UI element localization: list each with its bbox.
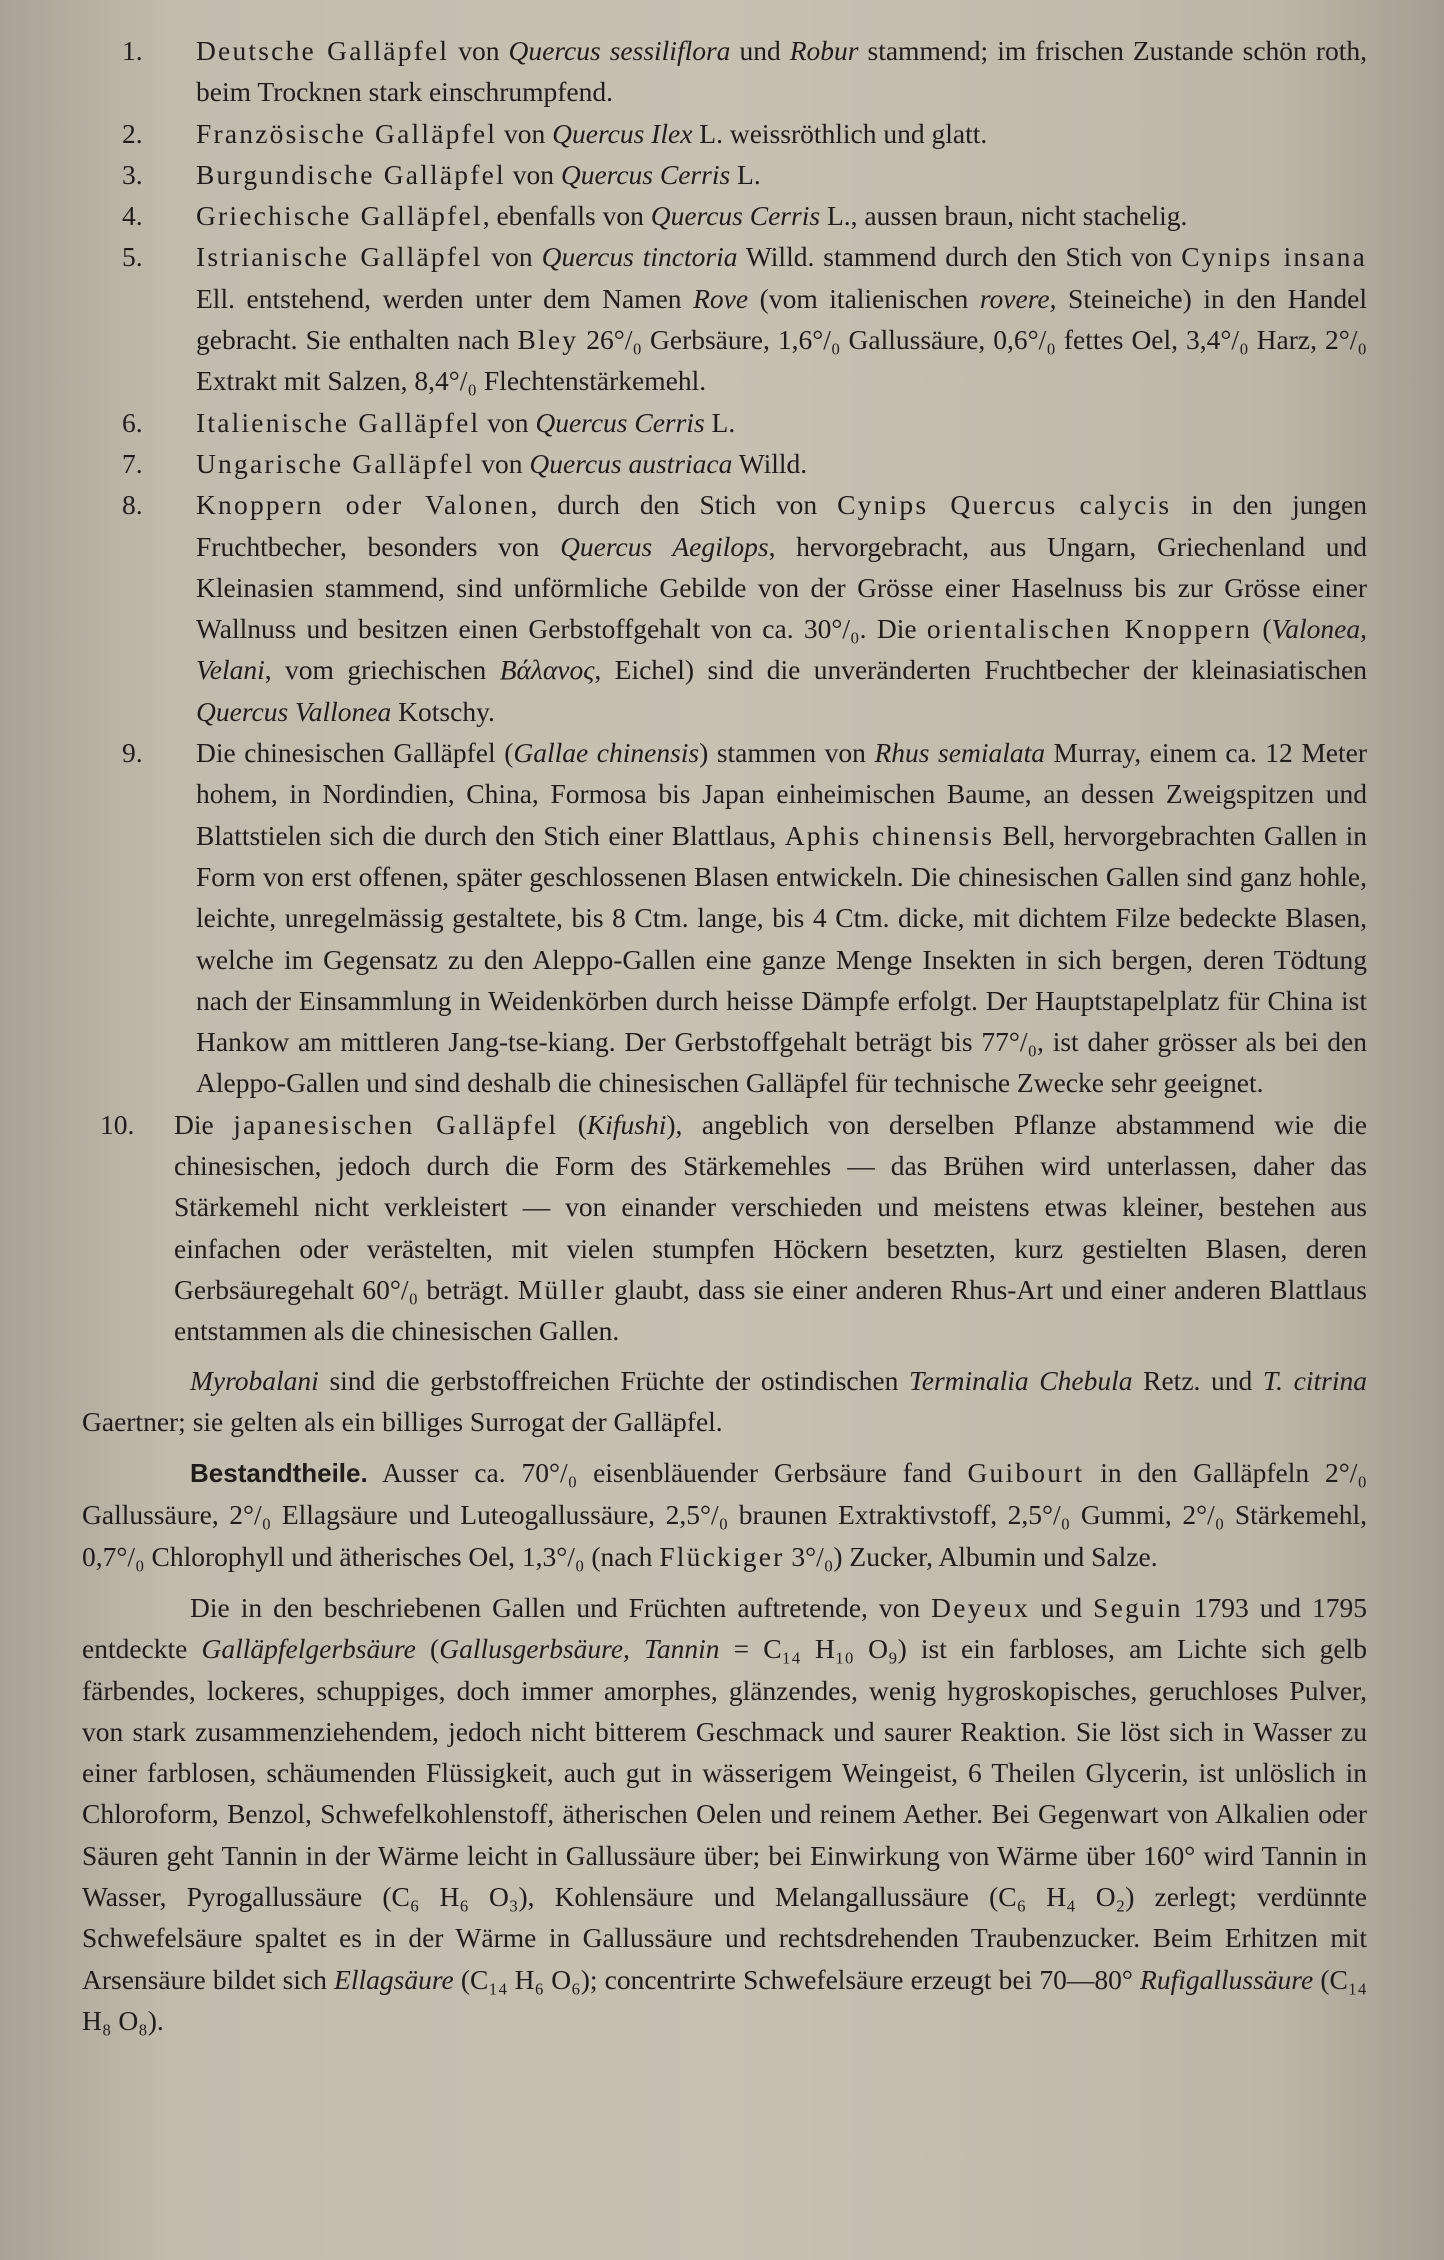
italic-term: Kifushi <box>586 1108 667 1140</box>
text-run: von <box>449 35 509 66</box>
section-heading: Bestandtheile. <box>190 1458 368 1489</box>
text-run: von <box>497 117 553 149</box>
text-run: und <box>730 35 790 66</box>
text-run: , vom griechischen <box>264 654 500 686</box>
page-content <box>82 30 1367 2041</box>
text-run: 26°/₀ Gerbsäure, 1,6°/₀ Gallussäure, 0,6°/₀ fettes Oel, 3,4°/₀ Harz, 2°/₀ Extrakt mit Salzen, 8,4°/₀ Flechtenstärkemehl. <box>196 324 1367 397</box>
text-run: , <box>1360 613 1367 645</box>
text-run: , durch den Stich von <box>530 489 838 521</box>
text-run: Willd. <box>732 447 808 479</box>
italic-term: Βάλανος <box>499 654 595 686</box>
text-run: sind die gerbstoffreichen Früchte der ostindischen <box>318 1364 909 1396</box>
text-run: in den Galläpfeln 2°/₀ Gallussäure, 2°/₀ Ellagsäure und Luteogallussäure, 2,5°/₀ braunen Extraktivstoff, 2,5°/₀ Gummi, 2°/₀ Stärkemehl, 0,7°/₀ Chlorophyll und ätherisches Oel, 1,3°/₀ (nach <box>82 1457 1367 1572</box>
italic-term: Quercus Vallonea <box>196 695 392 727</box>
text-run: 1793 und 1795 entdeckte <box>82 1591 1367 1665</box>
body-paragraphs <box>82 1360 1367 2042</box>
text-run: in den jungen Fruchtbecher, besonders von <box>196 489 1367 562</box>
italic-term: Terminalia Chebula <box>908 1364 1133 1396</box>
italic-term: Quercus Cerris <box>535 406 705 438</box>
italic-term: Quercus austriaca <box>529 447 733 479</box>
italic-term: Galläpfelgerbsäure <box>201 1633 416 1665</box>
item-number: 9. <box>122 737 143 769</box>
spaced-term: Deutsche Galläpfel <box>196 35 450 66</box>
text-run: von <box>505 158 561 190</box>
italic-term: T. citrina <box>1262 1364 1367 1396</box>
spaced-term: Knoppern oder Valonen <box>196 489 531 521</box>
list-item <box>82 1104 1367 1352</box>
text-run: = C₁₄ H₁₀ O₉) ist ein farbloses, am Lichte sich gelb färbendes, lockeres, schuppiges, doch immer amorphes, glänzendes, wenig hygroskopisches, geruchloses Pulver, von stark zusammenziehendem, jedoch nicht bitterem Geschmack und saurer Reaktion. Sie löst sich in Wasser zu einer farblosen, schäumenden Flüssigkeit, auch gut in wässerigem Weingeist, 6 Theilen Glycerin, ist unlöslich in Chloroform, Benzol, Schwefelkohlenstoff, ätherischen Oelen und reinem Aether. Bei Gegenwart von Alkalien oder Säuren geht Tannin in der Wärme leicht in Gallussäure über; bei Einwirkung von Wärme über 160° wird Tannin in Wasser, Pyrogallussäure (C₆ H₆ O₃), Kohlensäure und Melangallussäure (C₆ H₄ O₂) zerlegt; verdünnte Schwefelsäure spaltet es in der Wärme in Gallussäure und rechtsdrehenden Traubenzucker. Beim Erhitzen mit Arsensäure bildet sich <box>82 1633 1368 1995</box>
text-run: Die in den beschriebenen Gallen und Früchten auftretende, von <box>190 1591 932 1623</box>
item-number: 5. <box>122 241 143 273</box>
item-text <box>196 402 1367 443</box>
paragraph <box>82 1360 1367 1443</box>
gall-types-list <box>82 30 1367 1352</box>
item-text <box>174 1104 1367 1352</box>
text-run: (C₁₄ H₆ O₆); concentrirte Schwefelsäure erzeugt bei 70—80° <box>453 1963 1141 1995</box>
item-text <box>196 154 1367 195</box>
text-run: Retz. und <box>1132 1364 1263 1396</box>
text-run: und <box>1029 1591 1094 1623</box>
list-item <box>82 30 1367 113</box>
item-text <box>196 236 1367 401</box>
text-run: (C₁₄ H₈ O₈). <box>82 1963 1367 2036</box>
italic-term: Ellagsäure <box>334 1963 454 1995</box>
spaced-term: Guibourt <box>967 1457 1085 1489</box>
text-run: (vom italienischen <box>748 282 980 314</box>
item-number: 1. <box>122 35 143 66</box>
text-run: Bell, hervorgebrachten Gallen in Form von erst offenen, später geschlossenen Blasen entwickeln. Die chinesischen Gallen sind ganz hohle, leichte, unregelmässig gestaltete, bis 8 Ctm. lange, bis 4 Ctm. dicke, mit dichtem Filze bedeckte Blasen, welche im Gegensatz zu den Aleppo-Gallen eine ganze Menge Insekten in sich bergen, deren Tödtung nach der Einsammlung in Weidenkörben durch heisse Dämpfe erfolgt. Der Hauptstapelplatz für China ist Hankow am mittleren Jang-tse-kiang. Der Gerbstoffgehalt beträgt bis 77°/₀, ist daher grösser als bei den Aleppo-Gallen und sind deshalb die chinesischen Galläpfel für technische Zwecke sehr geeignet. <box>196 819 1367 1099</box>
text-run: Die chinesischen Galläpfel ( <box>196 737 514 769</box>
item-number: 10. <box>100 1108 135 1140</box>
paragraph <box>82 1587 1367 2041</box>
item-text <box>196 732 1367 1104</box>
italic-term: Rufigallussäure <box>1140 1963 1314 1995</box>
text-run: ( <box>1252 613 1272 645</box>
item-text <box>196 30 1367 113</box>
italic-term: Velani <box>196 654 265 686</box>
italic-term: Quercus Cerris <box>560 158 731 190</box>
text-run: ( <box>558 1108 587 1140</box>
text-run: L. weissröthlich und glatt. <box>692 117 988 149</box>
italic-term: Gallusgerbsäure, Tannin <box>439 1633 720 1665</box>
text-run: L. <box>704 406 736 438</box>
text-run: , Eichel) sind die unveränderten Fruchtbecher der kleinasiatischen <box>594 654 1368 686</box>
spaced-term: Seguin <box>1093 1591 1183 1623</box>
item-number: 4. <box>122 200 143 232</box>
spaced-term: Deyeux <box>931 1591 1030 1623</box>
text-run: Ell. entstehend, werden unter dem Namen <box>196 282 694 314</box>
italic-term: Quercus Ilex <box>552 117 693 149</box>
italic-term: Quercus Cerris <box>650 200 821 232</box>
spaced-term: japanesischen Galläpfel <box>233 1108 559 1140</box>
italic-term: Gallae chinensis <box>513 737 700 769</box>
item-text <box>196 195 1367 236</box>
text-run: Gaertner; sie gelten als ein billiges Surrogat der Galläpfel. <box>82 1405 723 1437</box>
text-run: ( <box>415 1633 440 1665</box>
text-run: Willd. stammend durch den Stich von <box>737 241 1182 273</box>
text-run: , ebenfalls von <box>482 200 651 232</box>
list-item <box>82 443 1367 484</box>
item-number: 8. <box>122 489 143 521</box>
italic-term: Quercus sessiliflora <box>508 35 731 66</box>
item-number: 3. <box>122 158 143 190</box>
text-run: Steineiche) in den Handel gebracht. Sie enthalten nach <box>196 282 1367 356</box>
list-item <box>82 195 1367 236</box>
text-run: , hervorgebracht, aus Ungarn, Griechenland und Kleinasien stammend, sind unförmliche Gebilde von der Grösse einer Haselnuss bis zur Grösse einer Wallnuss und besitzen einen Gerbstoffgehalt von ca. 30°/₀. Die <box>196 530 1367 645</box>
item-number: 7. <box>122 447 143 479</box>
spaced-term: orientalischen Knoppern <box>926 613 1253 645</box>
italic-term: Rove <box>693 282 749 314</box>
italic-term: Robur <box>789 35 859 66</box>
text-run: L., aussen braun, nicht stachelig. <box>820 200 1188 232</box>
list-item <box>82 113 1367 154</box>
text-run: ), angeblich von derselben Pflanze abstammend wie die chinesischen, jedoch durch die Form des Stärkemehles — das Brühen wird unterlassen, daher das Stärkemehl nicht verkleistert — von einander verschieden und meistens etwas kleiner, bestehen aus einfachen oder verästelten, mit vielen stumpfen Höckern besetzten, kurz gestielten Blasen, deren Gerbsäuregehalt 60°/₀ beträgt. <box>174 1108 1367 1305</box>
item-text <box>196 443 1367 484</box>
italic-term: Quercus tinctoria <box>541 241 738 273</box>
italic-term: Myrobalani <box>190 1364 319 1396</box>
list-item <box>82 732 1367 1104</box>
text-run: Ausser ca. 70°/₀ eisenbläuender Gerbsäure fand <box>367 1457 968 1489</box>
spaced-term: Ungarische Galläpfel <box>196 447 475 479</box>
spaced-term: Istrianische Galläpfel <box>196 241 483 273</box>
text-run: Die <box>174 1108 234 1140</box>
item-text <box>196 113 1367 154</box>
spaced-term: Italienische Galläpfel <box>196 406 481 438</box>
spaced-term: Bley <box>517 324 579 356</box>
italic-term: Quercus Aegilops <box>560 530 769 562</box>
text-run: glaubt, dass sie einer anderen Rhus-Art und einer anderen Blattlaus entstammen als die chinesischen Gallen. <box>174 1273 1368 1347</box>
item-number: 2. <box>122 117 143 149</box>
text-run: stammend; im frischen Zustande schön roth, beim Trocknen stark einschrumpfend. <box>196 35 1368 108</box>
list-item <box>82 154 1367 195</box>
spaced-term: Burgundische Galläpfel <box>196 158 506 190</box>
spaced-term: Cynips insana <box>1181 241 1368 273</box>
paragraph <box>82 1452 1367 1577</box>
spaced-term: Aphis chinensis <box>784 819 995 851</box>
list-item <box>82 402 1367 443</box>
spaced-term: Cynips Quercus calycis <box>837 489 1172 521</box>
text-run: L. <box>730 158 761 190</box>
text-run: ) stammen von <box>699 737 875 769</box>
text-run: von <box>474 447 530 479</box>
list-item <box>82 236 1367 401</box>
text-run: von <box>482 241 542 273</box>
spaced-term: Griechische Galläpfel <box>196 200 483 232</box>
text-run: Murray, einem ca. 12 Meter hohem, in Nordindien, China, Formosa bis Japan einheimischen Baume, an dessen Zweigspitzen und Blattstielen sich die durch den Stich einer Blattlaus, <box>196 737 1367 851</box>
spaced-term: Französische Galläpfel <box>196 117 498 149</box>
spaced-term: Flückiger <box>659 1540 785 1572</box>
list-item <box>82 484 1367 732</box>
italic-term: Valonea <box>1271 613 1361 645</box>
item-number: 6. <box>122 406 143 438</box>
italic-term: rovere, <box>979 282 1057 314</box>
italic-term: Rhus semialata <box>874 737 1045 769</box>
text-run: Kotschy. <box>391 695 495 727</box>
spaced-term: Müller <box>517 1273 606 1305</box>
text-run: von <box>480 406 536 438</box>
item-text <box>196 484 1367 732</box>
text-run: 3°/₀) Zucker, Albumin und Salze. <box>784 1540 1158 1572</box>
